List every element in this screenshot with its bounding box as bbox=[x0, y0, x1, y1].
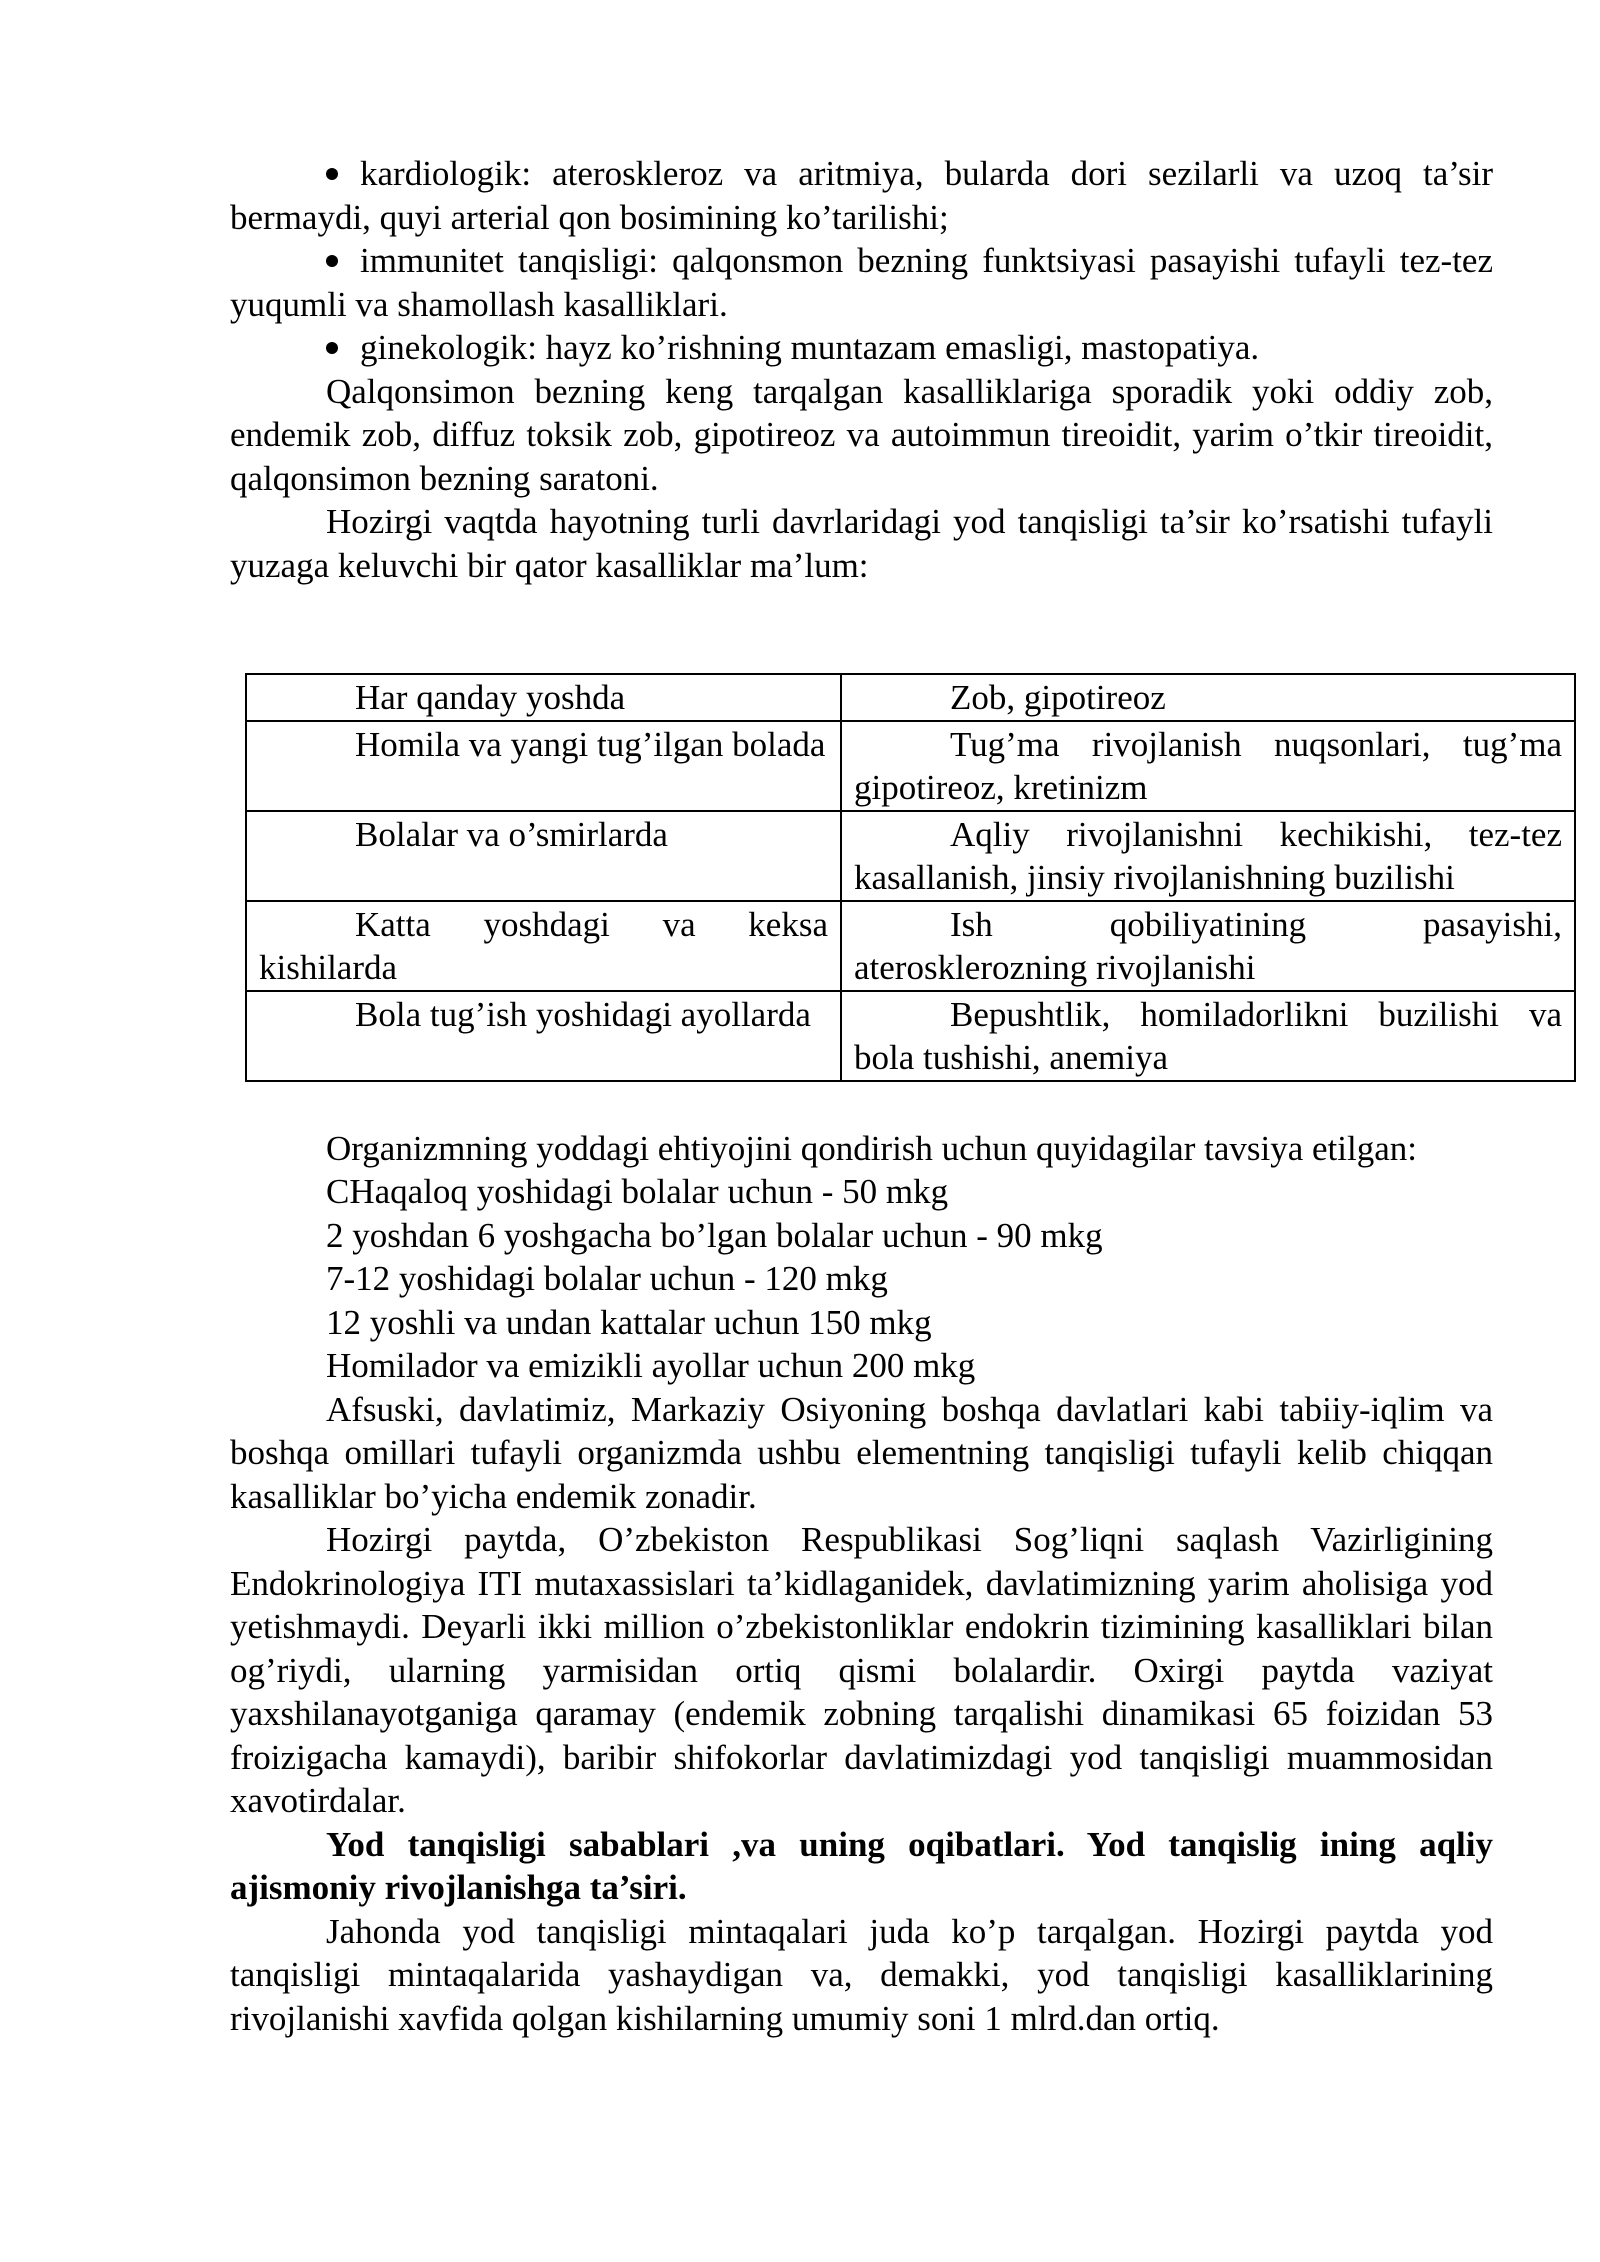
table-cell-disease: Ish qobiliyatining pasayishi, aterosklerozning rivojlanishi bbox=[841, 901, 1575, 991]
bullet-text: ginekologik: hayz ko’rishning muntazam emasligi, mastopatiya. bbox=[360, 328, 1260, 367]
paragraph-world-deficiency: Jahonda yod tanqisligi mintaqalari juda ko’p tarqalgan. Hozirgi paytda yod tanqisligi mintaqalarida yashaydigan va, demakki, yod tanqisligi kasalliklarining rivojlanishi xavfida qolgan kishilarning umumiy soni 1 mlrd.dan ortiq. bbox=[230, 1911, 1493, 2038]
recommendation-item: 7-12 yoshidagi bolalar uchun - 120 mkg bbox=[326, 1259, 888, 1298]
bullet-item-cardiologic bbox=[230, 152, 1493, 239]
paragraph-current-situation: Hozirgi paytda, O’zbekiston Respublikasi Sog’liqni saqlash Vazirligining Endokrinologiya ITI mutaxassislari ta’kidlaganidek, davlatimizning yarim aholisiga yod yetishmaydi. Deyarli ikki million o’zbekistonliklar endokrin tizimining kasalliklari bilan og’riydi, ularning yarmisidan ortiq qismi bolalardir. Oxirgi paytda vaziyat yaxshilanayotganiga qaramay (endemik zobning tarqalishi dinamikasi 65 foizidan 53 froizigacha kamaydi), baribir shifokorlar davlatimizdagi yod tanqisligi muammosidan xavotirdalar. bbox=[230, 1520, 1493, 1820]
recommendation-item: Homilador va emizikli ayollar uchun 200 mkg bbox=[326, 1346, 976, 1385]
table-cell-age: Bolalar va o’smirlarda bbox=[246, 811, 841, 901]
section-heading: Yod tanqisligi sabablari ,va uning oqibatlari. Yod tanqislig ining aqliy ajismoniy rivojlanishga ta’siri. bbox=[230, 1824, 1493, 1907]
table-row bbox=[246, 674, 1575, 721]
age-diseases-table bbox=[245, 673, 1576, 1082]
table-cell-age: Har qanday yoshda bbox=[246, 674, 841, 721]
table-cell-disease: Bepushtlik, homiladorlikni buzilishi va bola tushishi, anemiya bbox=[841, 991, 1575, 1081]
paragraph-table-intro: Hozirgi vaqtda hayotning turli davrlaridagi yod tanqisligi ta’sir ko’rsatishi tufayli yuzaga keluvchi bir qator kasalliklar ma’lum: bbox=[230, 502, 1493, 585]
bullet-icon bbox=[326, 239, 360, 283]
bullet-icon bbox=[326, 326, 360, 370]
bullet-item-immunity bbox=[230, 239, 1493, 326]
recommendation-item: 2 yoshdan 6 yoshgacha bo’lgan bolalar uchun - 90 mkg bbox=[326, 1215, 1103, 1255]
table-cell-disease: Zob, gipotireoz bbox=[841, 674, 1575, 721]
recommendation-intro: Organizmning yoddagi ehtiyojini qondirish uchun quyidagilar tavsiya etilgan: bbox=[326, 1128, 1417, 1168]
age-diseases-table-wrapper bbox=[245, 673, 1562, 1082]
table-cell-age: Katta yoshdagi va keksa kishilarda bbox=[246, 901, 841, 991]
table-row bbox=[246, 721, 1575, 811]
bullet-text: kardiologik: ateroskleroz va aritmiya, bularda dori sezilarli va uzoq ta’sir bermaydi, quyi arterial qon bosimining ko’tarilishi; bbox=[230, 154, 1493, 237]
document-page bbox=[230, 152, 1562, 2040]
table-row bbox=[246, 811, 1575, 901]
table-row bbox=[246, 901, 1575, 991]
bullet-text: immunitet tanqisligi: qalqonsmon bezning funktsiyasi pasayishi tufayli tez-tez yuqumli va shamollash kasalliklari. bbox=[230, 241, 1493, 324]
paragraph-thyroid-diseases: Qalqonsimon bezning keng tarqalgan kasalliklariga sporadik yoki oddiy zob, endemik zob, diffuz toksik zob, gipotireoz va autoimmun tireoidit, yarim o’tkir tireoidit, qalqonsimon bezning saratoni. bbox=[230, 371, 1493, 498]
table-cell-disease: Tug’ma rivojlanish nuqsonlari, tug’ma gipotireoz, kretinizm bbox=[841, 721, 1575, 811]
table-cell-disease: Aqliy rivojlanishni kechikishi, tez-tez kasallanish, jinsiy rivojlanishning buzilishi bbox=[841, 811, 1575, 901]
table-cell-age: Homila va yangi tug’ilgan bolada bbox=[246, 721, 841, 811]
bullet-item-gynecologic bbox=[230, 326, 1493, 370]
paragraph-endemic-zone: Afsuski, davlatimiz, Markaziy Osiyoning boshqa davlatlari kabi tabiiy-iqlim va boshqa omillari tufayli organizmda ushbu elementning tanqisligi tufayli kelib chiqqan kasalliklar bo’yicha endemik zonadir. bbox=[230, 1389, 1493, 1516]
table-row bbox=[246, 991, 1575, 1081]
bullet-icon bbox=[326, 152, 360, 196]
recommendation-item: 12 yoshli va undan kattalar uchun 150 mkg bbox=[326, 1302, 932, 1342]
table-cell-age: Bola tug’ish yoshidagi ayollarda bbox=[246, 991, 841, 1081]
recommendation-item: CHaqaloq yoshidagi bolalar uchun - 50 mkg bbox=[326, 1172, 949, 1211]
